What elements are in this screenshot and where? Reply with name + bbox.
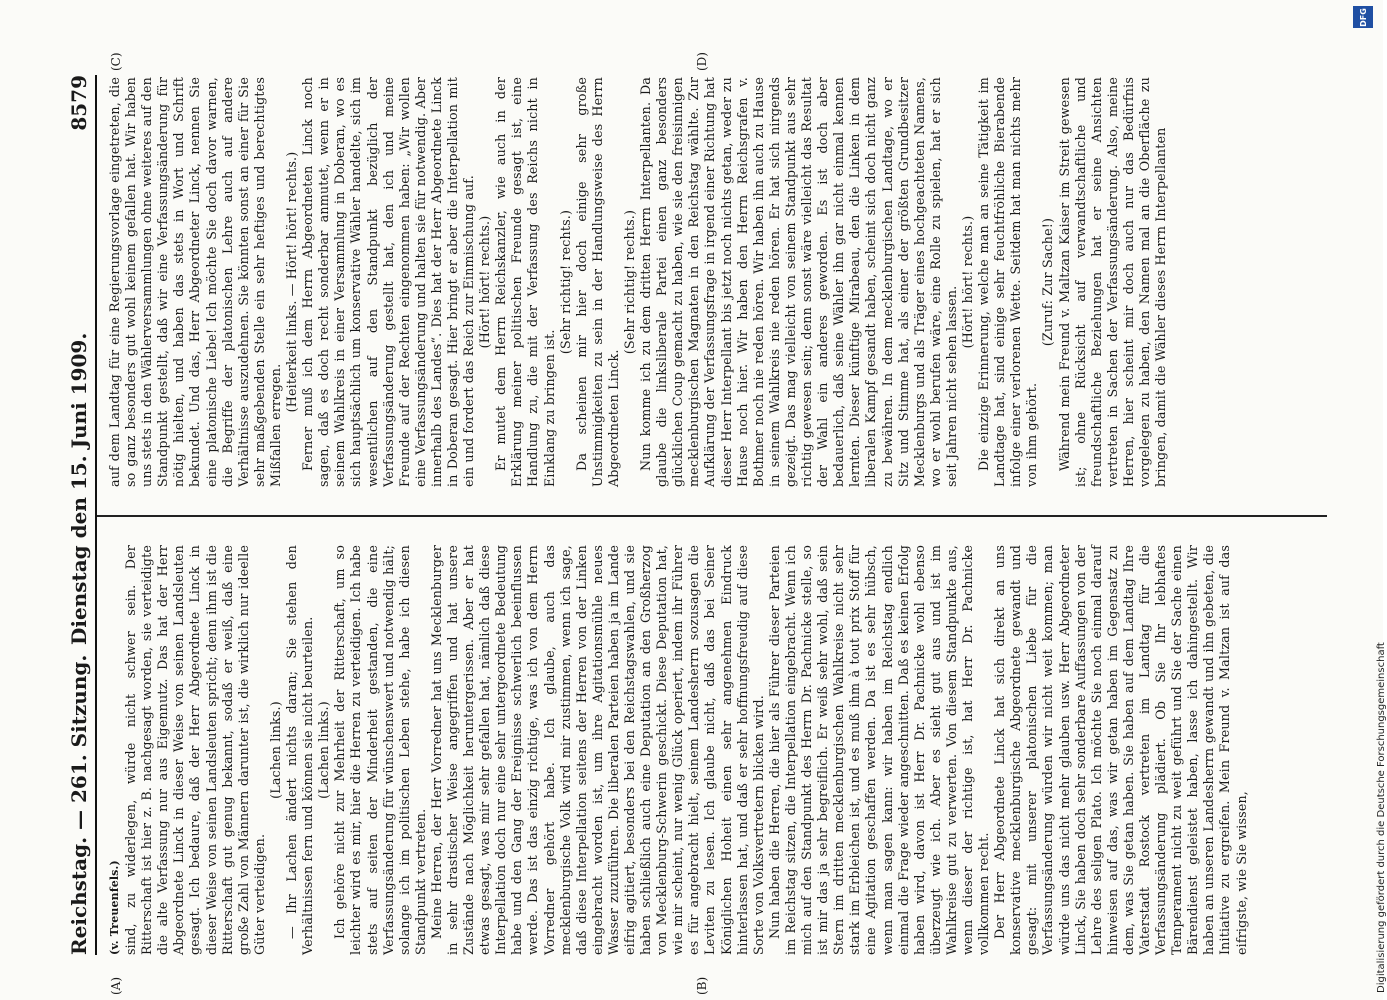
paragraph: Ferner muß ich dem Herrn Abgeordneten Linck noch sagen, daß es doch recht sonderbar anmutet, wenn er in seinem Wahlkreis in einer Versammlung in Doberan, wo es sich hauptsächlich um konservative Wähler handelte, sich im wesentlichen auf den Standpunkt bezüglich der Verfassungsänderung gestellt hat, den ich und meine Freunde auf der Rechten eingenommen haben: „Wir wollen eine Verfassungsänderung und halten sie für notwendig. Aber innerhalb des Landes“. Dies hat der Herr Abgeordnete Linck in Doberan gesagt. Hier bringt er aber die Interpellation mit ein und fordert das Reich zur Einmischung auf. xyxy=(300,77,477,487)
paragraph: — Ihr Lachen ändert nichts daran; Sie stehen den Verhältnissen fern und können sie nicht beurteilen. xyxy=(284,545,316,955)
paragraph: Während mein Freund v. Maltzan Kaiser im Streit gewesen ist; ohne Rücksicht auf verwandtschaftliche und freundschaftliche Beziehungen hat er seine Ansichten vertreten in Sachen der Verfassungsänderung. Also, meine Herren, hier scheint mir doch auch nur das Bedürfnis vorgelegen zu haben, den Namen mal an die Oberfläche zu bringen, damit die Wähler dieses Herrn Interpellanten xyxy=(1056,77,1169,487)
interjection: (Lachen links.) xyxy=(316,701,332,799)
page-number: 8579 xyxy=(67,75,91,131)
paragraph: Nun komme ich zu dem dritten Herrn Interpellanten. Da glaube die linksliberale Partei einen ganz besonders glücklichen Coup gemacht zu haben, wie sie den freisinnigen mecklenburgischen Magnaten in den Reichstag wählte. Zur Aufklärung der Verfassungsfrage in irgend einer Richtung hat dieser Herr Interpellant bis jetzt noch nichts getan, weder zu Hause noch hier. Wir haben den Herrn Reichsgrafen v. Bothmer noch nie reden hören. Wir haben ihn auch zu Hause in seinem Wahlkreis nie reden hören. Er hat sich nirgends gezeigt. Das mag vielleicht von seinem Standpunkt aus sehr richtig gewesen sein; denn sonst wäre vielleicht das Resultat der Wahl ein anderes geworden. Es ist doch aber bedauerlich, daß seine Wähler ihn gar nicht einmal kennen lernten. Dieser künftige Mirabeau, den die Linken in dem liberalen Kampf gesandt haben, scheint sich doch nicht ganz zu bewähren. In dem mecklenburgischen Landtage, wo er Sitz und Stimme hat, als einer der größten Grundbesitzer Mecklenburgs und als Träger eines hochgeachteten Namens, wo er wohl berufen wäre, eine Rolle zu spielen, hat er sich seit Jahren nicht sehen lassen. xyxy=(638,77,959,487)
speaker-tag: (v. Treuenfels.) xyxy=(108,860,121,955)
interjection: (Hört! hört! rechts.) xyxy=(959,215,975,349)
paragraph: auf dem Landtag für eine Regierungsvorlage eingetreten, die so ganz besonders gut wohl keinem gefallen hat. Wir haben uns stets in den Wählerversammlungen ohne weiteres auf den Standpunkt gestellt, daß wir eine Verfassungsänderung für nötig hielten, und haben das stets in Wort und Schrift bekundet. Und das, Herr Abgeordneter Linck, nennen Sie eine platonische Liebe! Ich möchte Sie doch davor warnen, die Begriffe der platonischen Lehre auch auf andere Verhältnisse auszudehnen. Sie könnten sonst an einer für Sie sehr maßgebenden Stelle ein sehr heftiges und berechtigtes Mißfallen erregen. xyxy=(107,77,283,487)
paragraph: Meine Herren, der Herr Vorredner hat uns Mecklenburger in sehr drastischer Weise angegriffen und hat unsere Zustände nach Möglichkeit heruntergerissen. Aber er hat etwas gesagt, was mir sehr gefallen hat, nämlich daß diese Interpellation doch nur eine sehr untergeordnete Bedeutung habe und den Gang der Ereignisse schwerlich beeinflussen werde. Das ist das einzig richtige, was ich von dem Herrn Vorredner gehört habe. Ich glaube, auch das mecklenburgische Volk wird mir zustimmen, wenn ich sage, daß diese Interpellation seitens der Herren von der Linken eingebracht worden ist, um ihre Agitationsmühle neues Wasser zuzuführen. Die liberalen Parteien haben ja im Lande eifrig agitiert, besonders bei den Reichstagswahlen, und sie haben schließlich auch eine Deputation an den Großherzog von Mecklenburg-Schwerin geschickt. Diese Deputation hat, wie mir scheint, nur wenig Glück operiert, indem ihr Führer es für angebracht hielt, seinem Landesherrn sozusagen die Leviten zu lesen. Ich glaube nicht, daß das bei Seiner Königlichen Hoheit einen sehr angenehmen Eindruck hinterlassen hat, und daß er sehr hoffnungsfreudig auf diese Sorte von Volksvertretern blicken wird. xyxy=(428,545,766,955)
paragraph: Die einzige Erinnerung, welche man an seine Tätigkeit im Landtage hat, sind einige sehr feuchtfröhliche Bierabende infolge einer verlorenen Wette. Seitdem hat man nichts mehr von ihm gehört. xyxy=(976,77,1040,487)
watermark-text: Digitalisierung gefördert durch die Deutsche Forschungsgemeinschaft xyxy=(1376,642,1387,993)
dfg-logo-text: DFG xyxy=(1358,7,1368,27)
interjection: (Sehr richtig! rechts.) xyxy=(557,209,573,355)
paragraph: Da scheinen mir hier doch einige sehr große Unstimmigkeiten zu sein in der Handlungsweise des Herrn Abgeordneten Linck. xyxy=(573,77,621,487)
right-column xyxy=(107,77,1317,487)
margin-marker-d: (D) xyxy=(695,52,709,71)
interjection: (Heiterkeit links. — Hört! hört! rechts.) xyxy=(284,151,300,413)
paragraph: Ich gehöre nicht zur Mehrheit der Ritterschaft, um so leichter wird es mir, hier die Herren zu verteidigen. Ich habe stets auf seiten der Minderheit gestanden, die eine Verfassungsänderung für wünschenswert und notwendig hält; solange ich im politischen Leben stehe, habe ich diesen Standpunkt vertreten. xyxy=(332,545,428,955)
interjection: (Lachen links.) xyxy=(267,701,283,799)
paragraph: Er mutet dem Herrn Reichskanzler, wie auch in der Erklärung meiner politischen Freunde gesagt ist, eine Handlung zu, die mit der Verfassung des Reichs nicht in Einklang zu bringen ist. xyxy=(493,77,557,487)
paragraph: Der Herr Abgeordnete Linck hat sich direkt an uns konservative mecklenburgische Abgeordnete gewandt und gesagt: mit unserer platonischen Liebe für die Verfassungsänderung würden wir nicht weit kommen; man würde uns das nicht mehr glauben usw. Herr Abgeordneter Linck, Sie haben doch sehr sonderbare Auffassungen von der Lehre des seligen Plato. Ich möchte Sie noch einmal darauf hinweisen auf das, was wir getan haben im Gegensatz zu dem, was Sie getan haben. Sie haben auf dem Landtag Ihre Vaterstadt Rostock vertreten im Landtag für die Verfassungsänderung plädiert. Ob Sie Ihr lebhaftes Temperament nicht zu weit geführt und Sie der Sache einen Bärendienst geleistet haben, lasse ich dahingestellt. Wir haben an unseren Landesherrn gewandt und ihn gebeten, die Initiative zu ergreifen. Mein Freund v. Maltzan ist auf das eifrigste, wie Sie wissen, xyxy=(992,545,1249,955)
column-divider xyxy=(97,515,1327,517)
interjection: (Sehr richtig! rechts.) xyxy=(622,209,637,355)
page-header xyxy=(65,75,97,955)
interjection: (Hört! hört! rechts.) xyxy=(477,215,493,349)
margin-marker-b: (B) xyxy=(695,976,709,995)
paragraph: Nun haben die Herren, die hier als Führer dieser Parteien im Reichstag sitzen, die Interpellation eingebracht. Wenn ich mich auf den Standpunkt des Herrn Dr. Pachnicke stelle, so ist mir das ja sehr begreiflich. Er weiß sehr wohl, daß sein Stern im dritten mecklenburgischen Wahlkreise nicht sehr stark im Erbleichen ist, und es muß ihm à tout prix Stoff für eine Agitation geschaffen werden. Da ist es sehr hübsch, wenn man sagen kann: wir haben im Reichstag endlich einmal die Frage wieder angeschnitten. Daß es keinen Erfolg haben wird, davon ist Herr Dr. Pachnicke wohl ebenso überzeugt wie ich. Aber es sieht gut aus und ist im Wahlkreise gut zu verwerten. Von diesem Standpunkte aus, wenn dieser der richtige ist, hat Herr Dr. Pachnicke vollkommen recht. xyxy=(766,545,992,955)
rotated-page-content xyxy=(65,52,1335,995)
header-date: Dienstag den 15. Juni 1909. xyxy=(67,332,91,645)
margin-marker-c: (C) xyxy=(109,52,123,71)
paragraph: sind, zu widerlegen, würde nicht schwer sein. Der Ritterschaft ist hier z. B. nachgesagt worden, sie verteidigte die alte Verfassung nur aus Eigennutz. Das hat der Herr Abgeordnete Linck in dieser Weise von seinen Landsleuten gesagt. Ich bedaure, daß der Herr Abgeordnete Linck in dieser Weise von seinen Landsleuten spricht; denn ihm ist die Ritterschaft gut genug bekannt, sodaß er weiß, daß eine große Zahl von Männern darunter ist, die wirklich nur ideelle Güter verteidigen. xyxy=(123,545,267,955)
interjection: (Zuruf: Zur Sache!) xyxy=(1040,217,1056,347)
digitization-watermark xyxy=(1352,8,1387,993)
left-column xyxy=(107,545,1317,955)
header-left-title: Reichstag. — 261. Sitzung. xyxy=(67,654,91,955)
margin-marker-a: (A) xyxy=(109,976,123,995)
